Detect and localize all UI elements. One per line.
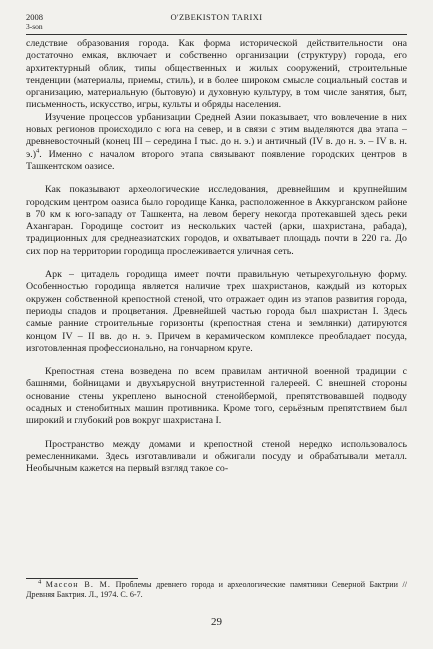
footnote	[26, 580, 407, 601]
paragraph-2-text: Изучение процессов урбанизации Средней Азии показывает, что вовлечение в них новых регионов происходило с юга на север, и в связи с этим выделяются два этапа – древневосточный (конец III – середина I тыс. до н. э.) и античный (IV в. до н. э. – IV в. н. э.)	[26, 111, 407, 160]
page-number: 29	[211, 616, 222, 628]
paragraph-4: Арк – цитадель городища имеет почти правильную четырехугольную форму. Особенностью городища является наличие трех шахристанов, каждый из которых окружен собственной крепостной стеной, что отражает один из этапов развития города, периоды спадов и процветания. Древнейшей частью города был шахристан I. Здесь самые ранние строительные горизонты (крепостная стена и землянки) датируются концом IV – II вв. до н. э. Причем в керамическом комплексе преобладает посуда, изготовленная профессионально, на гончарном круге.	[26, 269, 407, 354]
header-year: 2008	[26, 12, 43, 22]
paragraph-5: Крепостная стена возведена по всем правилам античной военной традиции с башнями, бойницами и двухъярусной внутристенной галереей. С внешней стороны основание стены укреплено выносной стенойбермой, препятствовавшей подводу осадных и стенобитных машин противника. Кроме того, серьёзным препятствием был широкий и глубокий ров вокруг шахристана I.	[26, 366, 407, 427]
footnote-author: Массон В. М.	[45, 580, 112, 589]
header-issue: 3-son	[26, 22, 43, 31]
article-body	[26, 38, 407, 476]
paragraph-2	[26, 112, 407, 173]
footnote-divider	[26, 578, 138, 579]
paragraph-1: следствие образования города. Как форма исторической действительности она достаточно емкая, включает и собственно организации (структуру) города, его архитектурный облик, типы общественных и жилых сооружений, строительные тенденции (материалы, приемы, стиль), и в более широком смысле социальный состав и организацию, материальную (бытовую) и духовную культуру, в том числе занятия, быт, письменность, искусство, игры, культы и обряды населения.	[26, 38, 407, 111]
header-journal-title: O'ZBEKISTON TARIXI	[170, 12, 263, 22]
paragraph-2-tail: . Именно с началом второго этапа связывают появление городских центров в Ташкентском оазисе.	[26, 148, 407, 172]
header-divider	[26, 34, 407, 35]
footnote-text: Проблемы древнего города и археологические памятники Северной Бактрии // Древняя Бактрия. Л., 1974. С. 6-7.	[26, 580, 407, 600]
paragraph-3: Как показывают археологические исследования, древнейшим и крупнейшим городским центром оазиса было городище Канка, расположенное в Аккурганском районе в 70 км к юго-западу от Ташкента, на левом берегу некогда протекавшей здесь реки Ахангаран. Городище состоит из нескольких частей (арки, шахристана, рабада), традиционных для среднеазиатских городов, и охватывает площадь почти в 220 га. До сих пор на территории городища прослеживается уличная сеть.	[26, 184, 407, 257]
paragraph-6: Пространство между домами и крепостной стеной нередко использовалось ремесленниками. Здесь изготавливали и обжигали посуду и обрабатывали металл. Необычным кажется на первый взгляд такое со-	[26, 438, 407, 475]
footnote-marker: 4	[36, 147, 40, 155]
footnote-number: 4	[38, 578, 42, 586]
